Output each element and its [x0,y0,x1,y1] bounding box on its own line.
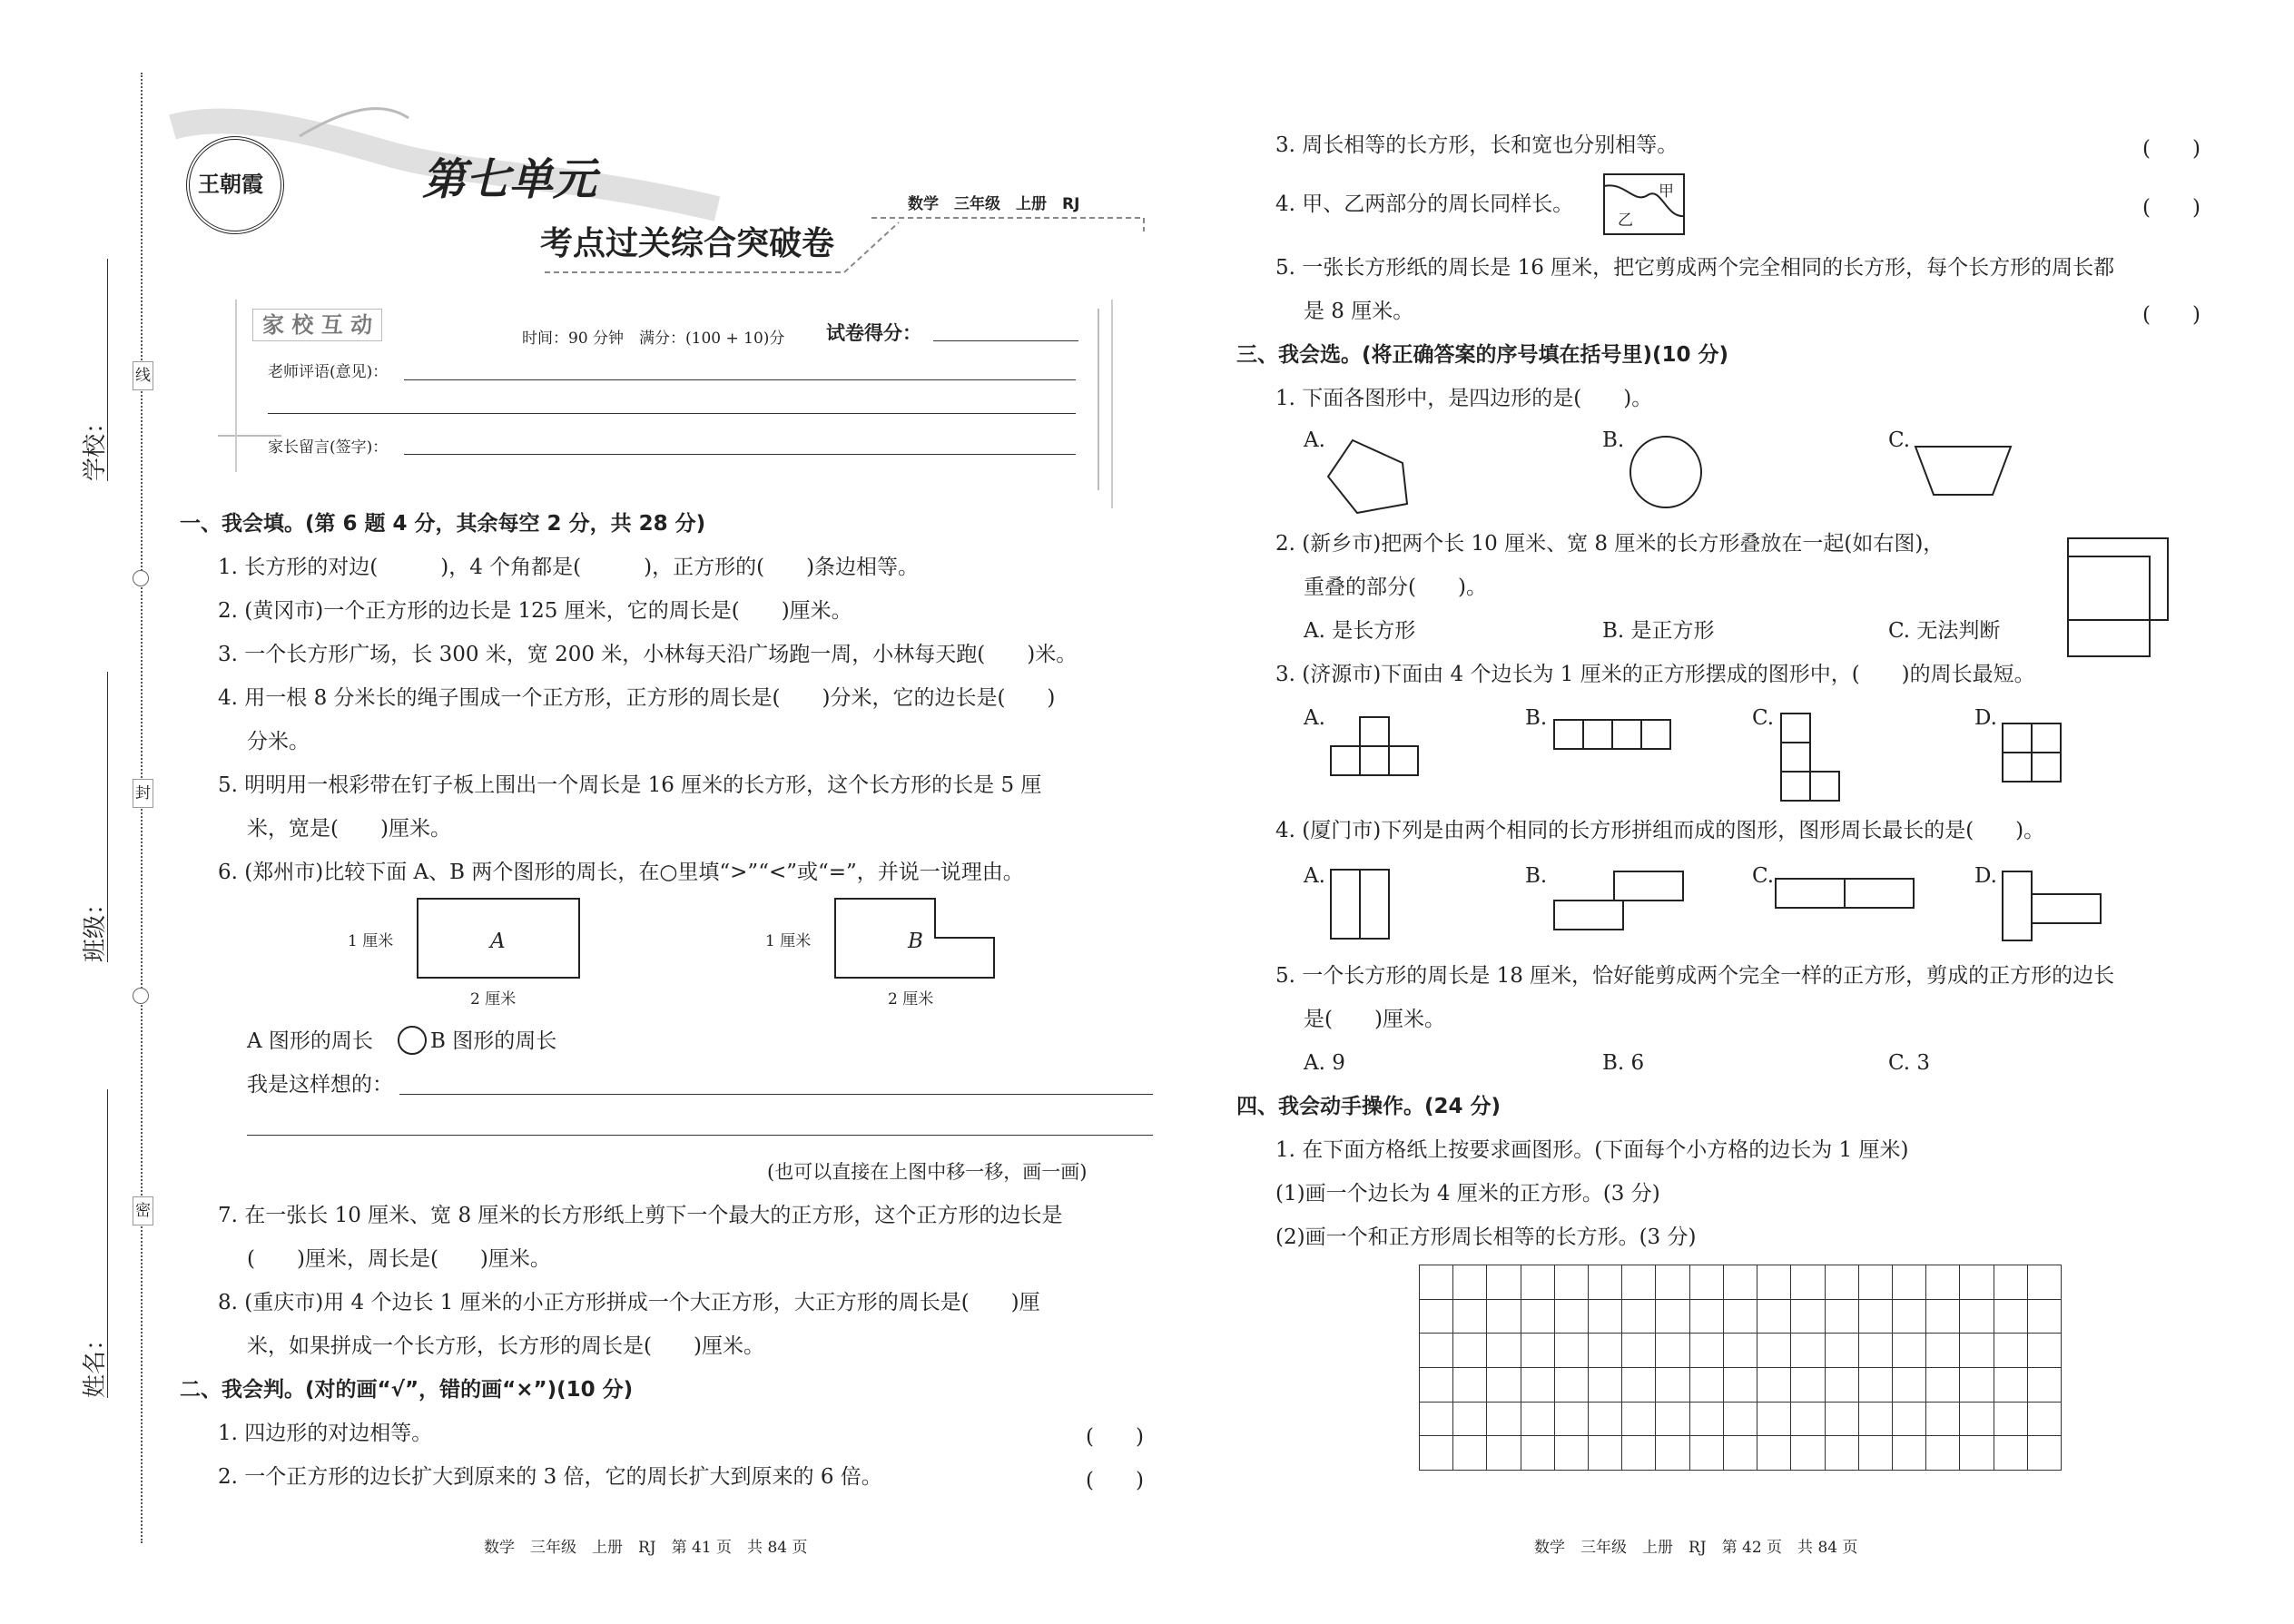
grid-cell[interactable] [1791,1334,1825,1368]
grid-cell[interactable] [1791,1436,1825,1471]
grid-cell[interactable] [1420,1265,1453,1300]
grid-cell[interactable] [1521,1436,1555,1471]
figure-b-side-label: 1 厘米 [765,932,812,950]
grid-cell[interactable] [1926,1436,1960,1471]
grid-cell[interactable] [1994,1436,2028,1471]
s3-q2-opt-b[interactable]: B. 是正方形 [1602,619,1715,643]
section-3-title: 三、我会选。(将正确答案的序号填在括号里)(10 分) [1236,343,1729,367]
grid-cell[interactable] [1893,1436,1926,1471]
compare-circle[interactable] [398,1026,427,1055]
s3-q4-fig-c [1776,879,1914,908]
grid-cell[interactable] [1724,1334,1757,1368]
logo-text: 王朝霞 [198,171,263,197]
section-2-title: 二、我会判。(对的画“√”，错的画“×”)(10 分) [180,1378,634,1402]
grid-cell[interactable] [1487,1436,1521,1471]
grid-cell[interactable] [2028,1334,2062,1368]
grid-cell[interactable] [1487,1334,1521,1368]
grid-cell[interactable] [1521,1265,1555,1300]
grid-cell[interactable] [1960,1334,1994,1368]
s1-q4a: 4. 用一根 8 分米长的绳子围成一个正方形，正方形的周长是( )分米，它的边长是( ) [218,686,1056,710]
s3-q4: 4. (厦门市)下列是由两个相同的长方形拼组而成的图形，图形周长最长的是( )。 [1275,819,2045,842]
grid-cell[interactable] [1555,1265,1589,1300]
grid-cell[interactable] [1893,1300,1926,1334]
s1-q8a: 8. (重庆市)用 4 个边长 1 厘米的小正方形拼成一个大正方形，大正方形的周长是( )厘 [218,1291,1040,1314]
s3-q4-opt-c[interactable]: C. [1752,864,1775,888]
grid-cell[interactable] [1859,1334,1893,1368]
grid-cell[interactable] [1826,1368,1859,1403]
grid-cell[interactable] [1893,1368,1926,1403]
grid-cell[interactable] [1589,1300,1622,1334]
s3-q4-fig-d [2003,871,2101,940]
s3-q1-opt-b[interactable]: B. [1602,428,1625,452]
grid-cell[interactable] [1859,1300,1893,1334]
grid-cell[interactable] [1622,1300,1656,1334]
s2-q1-answer[interactable]: ( ) [1086,1425,1144,1449]
grid-cell[interactable] [2028,1368,2062,1403]
think-label: 我是这样想的： [247,1073,393,1097]
school-field[interactable] [107,259,108,481]
grid-cell[interactable] [1690,1300,1724,1334]
grid-cell[interactable] [1724,1403,1757,1437]
grid-cell[interactable] [1690,1436,1724,1471]
grid-cell[interactable] [1420,1334,1453,1368]
s3-q3-opt-b[interactable]: B. [1525,706,1548,730]
s1-q8b: 米，如果拼成一个长方形，长方形的周长是( )厘米。 [247,1334,764,1358]
s3-q4-opt-a[interactable]: A. [1304,864,1325,888]
subject-tag: 数学 三年级 上册 RJ [908,195,1080,213]
s3-q3-opt-d[interactable]: D. [1974,706,1997,730]
grid-cell[interactable] [1555,1436,1589,1471]
grid-cell[interactable] [1826,1300,1859,1334]
grid-cell[interactable] [1453,1334,1487,1368]
grid-cell[interactable] [1826,1265,1859,1300]
grid-cell[interactable] [1487,1300,1521,1334]
s1-q6: 6. (郑州市)比较下面 A、B 两个图形的周长，在○里填“>”“<”或“=”，并说一说理由。 [218,861,1024,884]
s1-q7b: ( )厘米，周长是( )厘米。 [247,1247,551,1271]
grid-cell[interactable] [1420,1403,1453,1437]
s2-q2-answer[interactable]: ( ) [1086,1469,1144,1492]
grid-cell[interactable] [1487,1403,1521,1437]
s1-q1: 1. 长方形的对边( )，4 个角都是( )，正方形的( )条边相等。 [218,556,920,579]
teacher-comment-label: 老师评语(意见)： [268,363,389,381]
grid-cell[interactable] [1893,1265,1926,1300]
grid-cell[interactable] [1555,1403,1589,1437]
grid-cell[interactable] [1453,1265,1487,1300]
grid-cell[interactable] [1487,1368,1521,1403]
s2-q1: 1. 四边形的对边相等。 [218,1422,433,1445]
grid-cell[interactable] [1926,1300,1960,1334]
grid-cell[interactable] [1859,1265,1893,1300]
grid-cell[interactable] [1589,1436,1622,1471]
s1-q4b: 分米。 [247,730,310,753]
grid-cell[interactable] [1926,1368,1960,1403]
s4-q1: 1. 在下面方格纸上按要求画图形。(下面每个小方格的边长为 1 厘米) [1275,1138,1909,1162]
s3-q1-opt-c[interactable]: C. [1888,428,1911,452]
grid-cell[interactable] [1960,1436,1994,1471]
grid-cell[interactable] [1926,1403,1960,1437]
grid-cell[interactable] [1757,1368,1791,1403]
parallelogram-shape [1915,447,2011,495]
grid-cell[interactable] [1555,1334,1589,1368]
grid-cell[interactable] [1555,1300,1589,1334]
grid-cell[interactable] [1521,1300,1555,1334]
seal-mark-1: 线 [133,361,153,390]
binding-hole-2 [133,988,149,1004]
s3-q4-fig-b [1554,871,1683,930]
s3-q2a: 2. (新乡市)把两个长 10 厘米、宽 8 厘米的长方形叠放在一起(如右图)， [1275,532,1944,556]
grid-cell[interactable] [1690,1265,1724,1300]
compare-left-text: A 图形的周长 [247,1029,373,1053]
s3-q2-opt-c[interactable]: C. 无法判断 [1888,619,2001,643]
grid-cell[interactable] [1690,1403,1724,1437]
unit-title: 第七单元 [422,154,597,205]
s1-q7a: 7. 在一张长 10 厘米、宽 8 厘米的长方形纸上剪下一个最大的正方形，这个正方形的边长是 [218,1204,1063,1227]
s3-q3-fig-b [1554,720,1670,749]
s3-q5-opt-b[interactable]: B. 6 [1602,1051,1645,1075]
exam-title: 考点过关综合突破卷 [540,224,835,262]
section-1-title: 一、我会填。(第 6 题 4 分，其余每空 2 分，共 28 分) [180,512,706,536]
grid-cell[interactable] [1724,1300,1757,1334]
grid-cell[interactable] [2028,1300,2062,1334]
grid-cell[interactable] [1757,1436,1791,1471]
grid-cell[interactable] [1622,1368,1656,1403]
class-label: 班级： [82,891,109,962]
grid-cell[interactable] [1656,1403,1689,1437]
grid-cell[interactable] [1656,1300,1689,1334]
grid-cell[interactable] [1994,1300,2028,1334]
figure-a-side-label: 1 厘米 [348,932,394,950]
figure-a-label: A [490,930,506,953]
yi-label: 乙 [1618,212,1633,230]
grid-cell[interactable] [1724,1368,1757,1403]
grid-cell[interactable] [1622,1334,1656,1368]
grid-cell[interactable] [1826,1334,1859,1368]
grid-cell[interactable] [1960,1368,1994,1403]
grid-cell[interactable] [1589,1334,1622,1368]
s3-q5a: 5. 一个长方形的周长是 18 厘米，恰好能剪成两个完全一样的正方形，剪成的正方形的边长 [1275,964,2115,988]
figure-a-bottom-label: 2 厘米 [470,990,517,1009]
grid-cell[interactable] [1622,1265,1656,1300]
grid-cell[interactable] [1656,1334,1689,1368]
s1-q5a: 5. 明明用一根彩带在钉子板上围出一个周长是 16 厘米的长方形，这个长方形的长是 5 厘 [218,773,1042,797]
grid-cell[interactable] [1521,1403,1555,1437]
s3-q3-fig-d [2003,723,2061,782]
grid-cell[interactable] [1960,1265,1994,1300]
footer-left: 数学 三年级 上册 RJ 第 41 页 共 84 页 [484,1539,808,1557]
s3-q2-opt-a[interactable]: A. 是长方形 [1304,619,1416,643]
drawing-grid[interactable] [1419,1265,2062,1471]
s3-q3-opt-c[interactable]: C. [1752,706,1775,730]
s4-p1: (1)画一个边长为 4 厘米的正方形。(3 分) [1275,1182,1660,1206]
parent-comment-line[interactable] [404,454,1076,455]
grid-cell[interactable] [2028,1265,2062,1300]
binding-dotted-line [141,73,143,1543]
grid-cell[interactable] [1453,1300,1487,1334]
grid-cell[interactable] [1791,1300,1825,1334]
grid-cell[interactable] [1757,1265,1791,1300]
grid-cell[interactable] [1757,1300,1791,1334]
grid-cell[interactable] [1859,1368,1893,1403]
grid-cell[interactable] [1893,1403,1926,1437]
grid-cell[interactable] [1994,1265,2028,1300]
grid-cell[interactable] [1826,1403,1859,1437]
grid-cell[interactable] [1420,1368,1453,1403]
grid-cell[interactable] [1791,1368,1825,1403]
s3-q3: 3. (济源市)下面由 4 个边长为 1 厘米的正方形摆成的图形中，( )的周长最短。 [1275,663,2035,686]
s3-q3-fig-a [1331,717,1418,775]
think-line-2[interactable] [247,1135,1153,1136]
section-4-title: 四、我会动手操作。(24 分) [1236,1095,1501,1118]
grid-cell[interactable] [1960,1300,1994,1334]
think-line-1[interactable] [399,1094,1153,1095]
grid-cell[interactable] [1757,1403,1791,1437]
grid-cell[interactable] [1791,1403,1825,1437]
grid-cell[interactable] [1453,1368,1487,1403]
grid-cell[interactable] [1453,1403,1487,1437]
s3-q3-fig-c [1781,714,1839,801]
hint-text: (也可以直接在上图中移一移，画一画) [767,1161,1088,1183]
s4-p2: (2)画一个和正方形周长相等的长方形。(3 分) [1275,1225,1697,1249]
grid-cell[interactable] [1622,1436,1656,1471]
s3-q4-opt-d[interactable]: D. [1974,864,1997,888]
time-info: 时间：90 分钟 满分：(100 + 10)分 [522,330,785,348]
grid-cell[interactable] [1994,1368,2028,1403]
grid-cell[interactable] [1656,1265,1689,1300]
grid-cell[interactable] [1724,1436,1757,1471]
grid-cell[interactable] [1926,1334,1960,1368]
grid-cell[interactable] [1826,1436,1859,1471]
grid-cell[interactable] [1994,1334,2028,1368]
grid-cell[interactable] [1690,1334,1724,1368]
grid-cell[interactable] [1690,1368,1724,1403]
s3-q3-opt-a[interactable]: A. [1304,706,1325,730]
s3-q5b: 是( )厘米。 [1304,1008,1445,1031]
grid-cell[interactable] [1622,1403,1656,1437]
grid-cell[interactable] [1555,1368,1589,1403]
grid-cell[interactable] [1521,1368,1555,1403]
grid-cell[interactable] [1994,1403,2028,1437]
s2-q5-answer[interactable]: ( ) [2142,303,2200,327]
teacher-comment-line-2[interactable] [268,413,1076,414]
s2-q3-answer[interactable]: ( ) [2142,137,2200,161]
s2-q4-answer[interactable]: ( ) [2142,196,2200,220]
s2-q4: 4. 甲、乙两部分的周长同样长。 [1275,192,1574,216]
jia-label: 甲 [1659,182,1674,201]
circle-shape [1630,437,1701,507]
s1-q3: 3. 一个长方形广场，长 300 米，宽 200 米，小林每天沿广场跑一周，小林每天跑( )米。 [218,643,1078,666]
figure-b-label: B [908,930,923,953]
jiaxiao-banner: 家 校 互 动 [252,309,382,341]
grid-cell[interactable] [1926,1265,1960,1300]
s3-q2b: 重叠的部分( )。 [1304,576,1487,599]
figure-b-bottom-label: 2 厘米 [888,990,934,1009]
grid-cell[interactable] [1724,1265,1757,1300]
grid-cell[interactable] [2028,1436,2062,1471]
score-label: 试卷得分： [826,321,921,344]
s2-q5a: 5. 一张长方形纸的周长是 16 厘米，把它剪成两个完全相同的长方形，每个长方形的周长都 [1275,256,2115,280]
class-field[interactable] [107,672,108,962]
grid-cell[interactable] [1859,1436,1893,1471]
score-field[interactable] [933,340,1078,341]
teacher-comment-line-1[interactable] [404,379,1076,380]
grid-cell[interactable] [1420,1436,1453,1471]
grid-cell[interactable] [1757,1334,1791,1368]
grid-cell[interactable] [1656,1436,1689,1471]
name-label: 姓名： [82,1326,109,1398]
pentagon-shape [1328,440,1407,513]
s1-q2: 2. (黄冈市)一个正方形的边长是 125 厘米，它的周长是( )厘米。 [218,599,852,623]
s1-q5b: 米，宽是( )厘米。 [247,817,451,841]
seal-mark-3: 密 [133,1196,153,1225]
grid-cell[interactable] [1791,1265,1825,1300]
s2-q5b: 是 8 厘米。 [1304,300,1414,323]
s2-q3: 3. 周长相等的长方形，长和宽也分别相等。 [1275,133,1679,157]
grid-cell[interactable] [1487,1265,1521,1300]
s3-q5-opt-a[interactable]: A. 9 [1304,1051,1345,1075]
parent-comment-label: 家长留言(签字)： [268,438,389,457]
school-label: 学校： [82,409,109,481]
binding-hole-1 [133,570,149,586]
grid-cell[interactable] [1859,1403,1893,1437]
grid-cell[interactable] [1656,1368,1689,1403]
grid-cell[interactable] [1420,1300,1453,1334]
grid-cell[interactable] [1453,1436,1487,1471]
grid-cell[interactable] [1960,1403,1994,1437]
s3-q4-fig-a [1331,870,1389,939]
grid-cell[interactable] [1521,1334,1555,1368]
s3-q5-opt-c[interactable]: C. 3 [1888,1051,1931,1075]
grid-cell[interactable] [1589,1265,1622,1300]
s3-q1: 1. 下面各图形中，是四边形的是( )。 [1275,387,1653,410]
grid-cell[interactable] [1589,1368,1622,1403]
grid-cell[interactable] [1893,1334,1926,1368]
grid-cell[interactable] [2028,1403,2062,1437]
footer-right: 数学 三年级 上册 RJ 第 42 页 共 84 页 [1534,1539,1858,1557]
s3-q4-opt-b[interactable]: B. [1525,864,1548,888]
seal-mark-2: 封 [133,779,153,808]
grid-cell[interactable] [1589,1403,1622,1437]
compare-right-text: B 图形的周长 [430,1029,557,1053]
s2-q2: 2. 一个正方形的边长扩大到原来的 3 倍，它的周长扩大到原来的 6 倍。 [218,1465,882,1489]
s3-q1-opt-a[interactable]: A. [1304,428,1325,452]
name-field[interactable] [107,1089,108,1398]
